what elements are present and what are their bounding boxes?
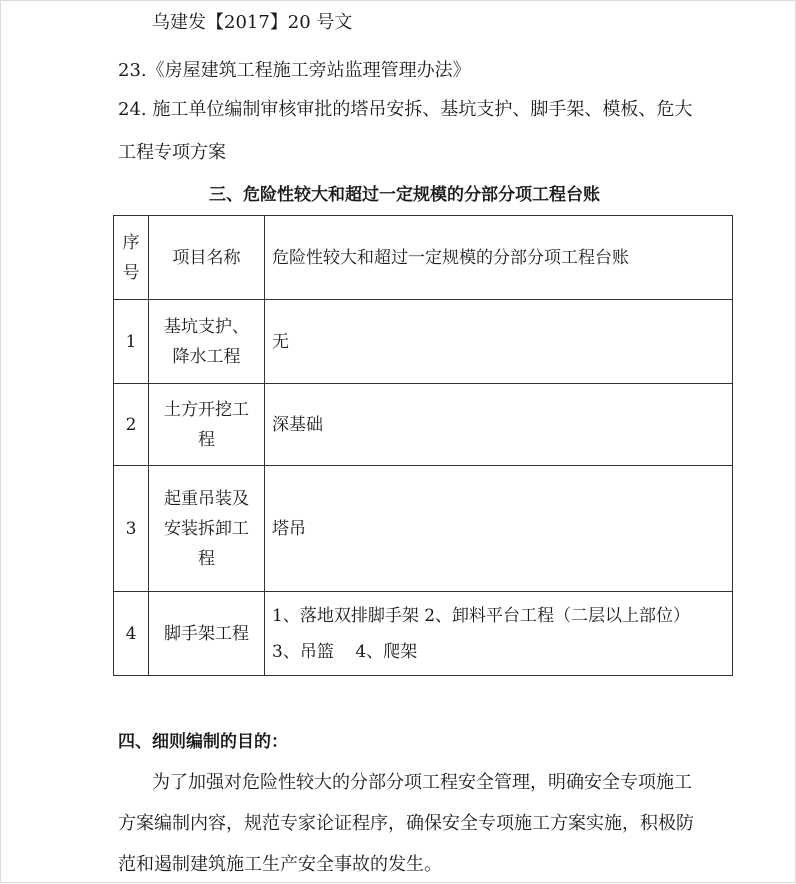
row-description: 塔吊 <box>265 466 733 592</box>
section-4-title: 四、细则编制的目的： <box>118 732 288 752</box>
header-serial-line-2: 号 <box>122 262 140 283</box>
list-item-24: 24. 施工单位编制审核审批的塔吊安拆、基坑支护、脚手架、模板、危大 <box>118 99 693 120</box>
row-project-name: 脚手架工程 <box>149 592 265 676</box>
row-project-name-line: 起重吊装及 <box>164 488 249 509</box>
row-project-name-line: 土方开挖工 <box>164 399 249 420</box>
paragraph-line: 范和遏制建筑施工生产安全事故的发生。 <box>118 854 442 875</box>
table-header-row <box>114 216 733 300</box>
row-number: 4 <box>114 592 149 676</box>
row-number: 3 <box>114 466 149 592</box>
row-project-name-line: 安装拆卸工 <box>164 518 249 539</box>
row-description <box>265 592 733 676</box>
list-item-24-continuation: 工程专项方案 <box>118 142 226 163</box>
row-number: 2 <box>114 384 149 466</box>
row-description-line: 3、吊篮 4、爬架 <box>272 641 418 662</box>
table-row <box>114 466 733 592</box>
paragraph-line: 为了加强对危险性较大的分部分项工程安全管理，明确安全专项施工 <box>152 772 692 793</box>
header-serial-line-1: 序 <box>122 232 140 253</box>
row-project-name-line: 降水工程 <box>172 346 241 367</box>
row-number: 1 <box>114 300 149 384</box>
table-row <box>114 384 733 466</box>
row-project-name <box>149 300 265 384</box>
row-description: 无 <box>265 300 733 384</box>
document-page <box>1 1 796 884</box>
list-item-23: 23.《房屋建筑工程施工旁站监理管理办法》 <box>118 60 471 81</box>
header-project-name: 项目名称 <box>149 216 265 300</box>
row-project-name <box>149 466 265 592</box>
hazard-project-ledger-table <box>113 215 733 676</box>
table-row <box>114 592 733 676</box>
row-description-line: 1、落地双排脚手架 2、卸料平台工程（二层以上部位） <box>272 605 691 626</box>
row-project-name-line: 程 <box>198 548 215 569</box>
header-serial-number <box>114 216 149 300</box>
row-description: 深基础 <box>265 384 733 466</box>
section-3-title: 三、危险性较大和超过一定规模的分部分项工程台账 <box>209 185 600 205</box>
row-project-name-line: 程 <box>198 429 215 450</box>
header-ledger-description: 危险性较大和超过一定规模的分部分项工程台账 <box>265 216 733 300</box>
row-project-name <box>149 384 265 466</box>
row-project-name-line: 基坑支护、 <box>164 316 249 337</box>
paragraph-line: 方案编制内容，规范专家论证程序，确保安全专项施工方案实施，积极防 <box>118 813 694 834</box>
reference-line-wujianfa: 乌建发【2017】20 号文 <box>152 12 353 33</box>
table-row <box>114 300 733 384</box>
